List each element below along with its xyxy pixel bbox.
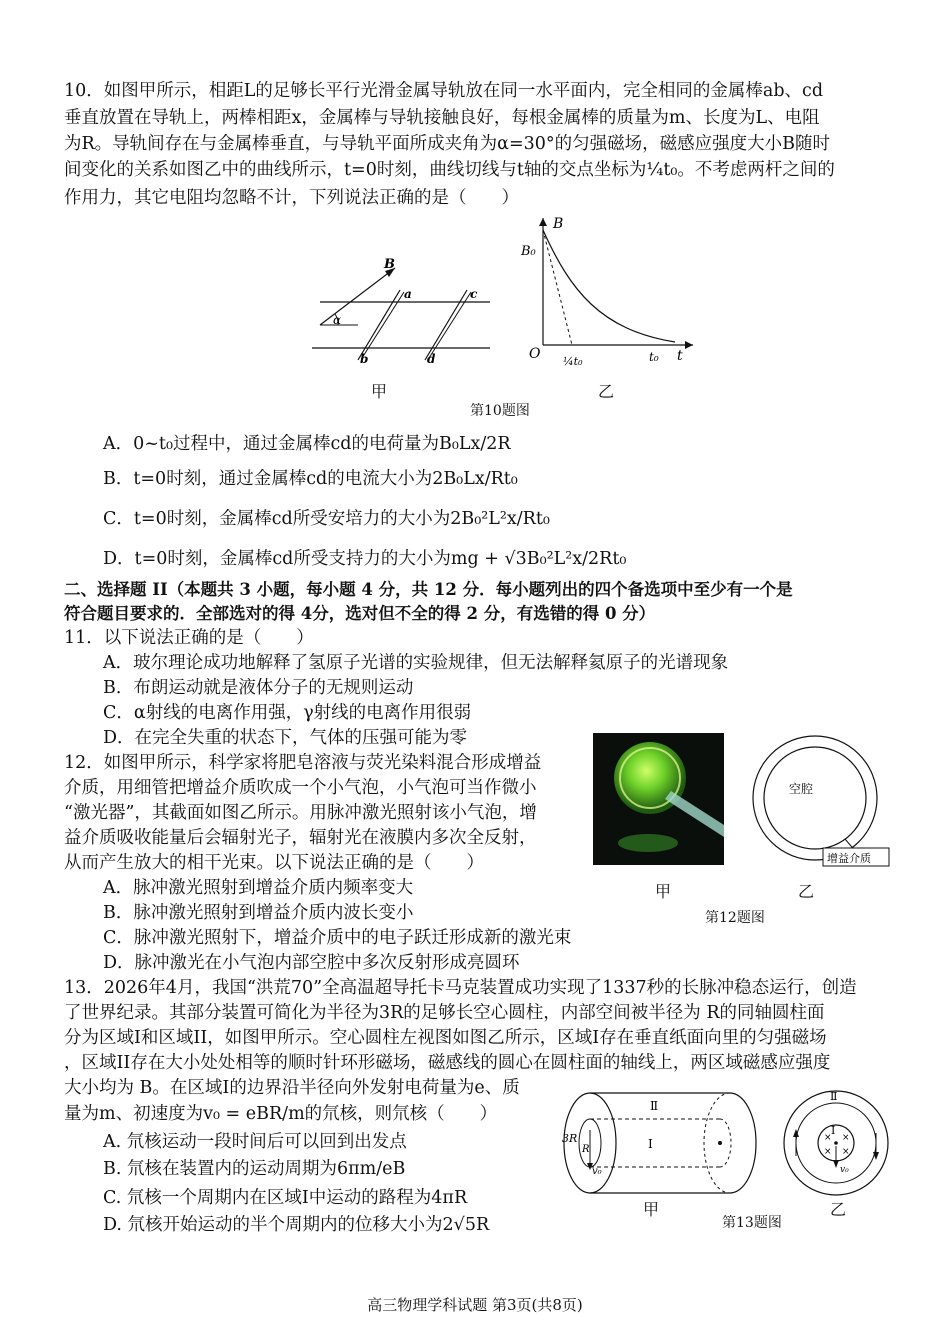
q10-line-3: 为R。导轨间存在与金属棒垂直，与导轨平面所成夹角为α=30°的匀强磁场，磁感应强度大小B随时 [64,134,831,154]
q10-label-c: c [470,287,478,301]
q10-line-1: 10．如图甲所示，相距L的足够长平行光滑金属导轨放在同一水平面内，完全相同的金属棒ab、cd [64,81,824,101]
q13-option-b: B. 氘核在装置内的运动周期为6πm/eB [103,1159,406,1179]
q10-option-c: C．t=0时刻，金属棒cd所受安培力的大小为2B₀²L²x/Rt₀ [103,509,550,529]
q10-axis-t: t [677,348,683,364]
q11-option-b: B．布朗运动就是液体分子的无规则运动 [103,678,414,698]
q12-line-3: “激光器”，其截面如图乙所示。用脉冲激光照射该小气泡，增 [64,803,537,823]
q10-label-jia: 甲 [371,382,388,401]
q13-label-yi: 乙 [830,1200,847,1219]
q13-option-a: A. 氘核运动一段时间后可以回到出发点 [103,1132,407,1152]
q11-option-d: D．在完全失重的状态下，气体的压强可能为零 [103,728,468,748]
q13-region-I-label: Ⅰ [648,1137,653,1151]
q10-option-d: D．t=0时刻，金属棒cd所受支持力的大小为mg + √3B₀²L²x/2Rt₀ [103,549,627,569]
q10-option-b: B．t=0时刻，通过金属棒cd的电流大小为2B₀Lx/Rt₀ [103,469,518,489]
q10-label-B0: B₀ [521,244,536,259]
q10-line-4: 间变化的关系如图乙中的曲线所示，t=0时刻，曲线切线与t轴的交点坐标为¼t₀。不考虑两杆之间的 [64,160,835,180]
q13-option-d: D. 氘核开始运动的半个周期内的位移大小为2√5R [103,1215,490,1235]
q13-label-v0: v₀ [592,1166,602,1177]
q10-figure-yi [515,210,700,375]
section2-line-2: 符合题目要求的．全部选对的得 4分，选对但不全的得 2 分，有选错的得 0 分） [64,604,656,623]
q10-label-b: b [360,352,369,366]
svg-text:×: × [824,1133,832,1143]
q13-line-4: ，区域II存在大小处处相等的顺时针环形磁场，磁感线的圆心在圆柱面的轴线上，两区域磁感应强度 [64,1053,831,1073]
q12-line-2: 介质，用细管把增益介质吹成一个小气泡，小气泡可当作微小 [64,778,537,798]
q12-gain-label: 增益介质 [827,852,871,865]
q13-line-6: 量为m、初速度为v₀ = eBR/m的氘核，则氘核（ ） [64,1104,498,1124]
q13-figure-jia [560,1090,765,1198]
q10-tick-quarter: ¼t₀ [563,355,583,368]
q10-option-a: A．0~t₀过程中，通过金属棒cd的电荷量为B₀Lx/2R [103,434,511,454]
q13-region-II-label: Ⅱ [650,1099,659,1113]
q13-figure-yi [780,1088,895,1198]
q11-option-c: C．α射线的电离作用强，γ射线的电离作用很弱 [103,703,472,723]
q12-option-a: A．脉冲激光照射到增益介质内频率变大 [103,878,414,898]
q12-line-5: 从而产生放大的相干光束。以下说法正确的是（ ） [64,853,484,873]
q10-origin-O: O [529,346,541,362]
q12-option-b: B．脉冲激光照射到增益介质内波长变小 [103,903,414,923]
q13-line-5: 大小均为 B。在区域I的边界沿半径向外发射电荷量为e、质 [64,1078,520,1098]
q13-label-jia: 甲 [643,1200,660,1219]
q13-line-1: 13．2026年4月，我国“洪荒70”全高温超导托卡马克装置成功实现了1337秒的长脉冲稳态运行，创造 [64,978,857,998]
q13-yi-region-II: Ⅱ [830,1090,838,1103]
q13-line-3: 分为区域I和区域II，如图甲所示。空心圆柱左视图如图乙所示，区域I存在垂直纸面向里的匀强磁场 [64,1028,827,1048]
q10-line-2: 垂直放置在导轨上，两棒相距x，金属棒与导轨接触良好，每根金属棒的质量为m、长度为L、电阻 [64,108,820,128]
q12-label-yi: 乙 [798,882,815,901]
svg-text:×: × [842,1147,850,1157]
q13-line-2: 了世界纪录。其部分装置可简化为半径为3R的足够长空心圆柱，内部空间被半径为 R的同轴圆柱面 [64,1003,825,1023]
page-footer: 高三物理学科试题 第3页(共8页) [367,1296,583,1314]
svg-text:×: × [824,1147,832,1157]
q13-caption: 第13题图 [722,1215,782,1231]
q10-axis-B: B [553,216,564,232]
q12-caption: 第12题图 [705,910,765,926]
q10-label-B: B [384,257,395,272]
q13-label-3R: 3R [562,1132,578,1145]
q12-option-d: D．脉冲激光在小气泡内部空腔中多次反射形成亮圆环 [103,953,520,973]
q12-bubble-photo [593,733,724,865]
q13-label-R: R [582,1144,590,1155]
q10-line-5: 作用力，其它电阻均忽略不计，下列说法正确的是（ ） [64,188,519,208]
q12-option-c: C．脉冲激光照射下，增益介质中的电子跃迁形成新的激光束 [103,928,572,948]
q10-figure-jia [300,250,500,370]
q12-line-1: 12．如图甲所示，科学家将肥皂溶液与荧光染料混合形成增益 [64,753,542,773]
q10-tick-t0: t₀ [649,350,659,364]
q13-yi-region-I: Ⅰ [831,1124,836,1137]
q13-yi-v0: v₀ [840,1165,849,1175]
q10-caption: 第10题图 [470,403,530,419]
q10-label-yi: 乙 [598,382,615,401]
q13-option-c: C. 氘核一个周期内在区域I中运动的路程为4πR [103,1188,468,1208]
q11-option-a: A．玻尔理论成功地解释了氢原子光谱的实验规律，但无法解释氦原子的光谱现象 [103,653,729,673]
q10-label-a: a [404,287,412,301]
section2-line-1: 二、选择题 II（本题共 3 小题，每小题 4 分，共 12 分．每小题列出的四个备选项中至少有一个是 [64,580,793,599]
q12-cavity-label: 空腔 [789,782,814,796]
q12-label-jia: 甲 [655,882,672,901]
q11-stem: 11．以下说法正确的是（ ） [64,628,314,648]
q10-label-alpha: α [333,313,342,327]
q12-line-4: 益介质吸收能量后会辐射光子，辐射光在液膜内多次全反射， [64,828,537,848]
svg-text:×: × [842,1133,850,1143]
q12-figure-yi [745,735,905,870]
q10-label-d: d [427,352,436,366]
